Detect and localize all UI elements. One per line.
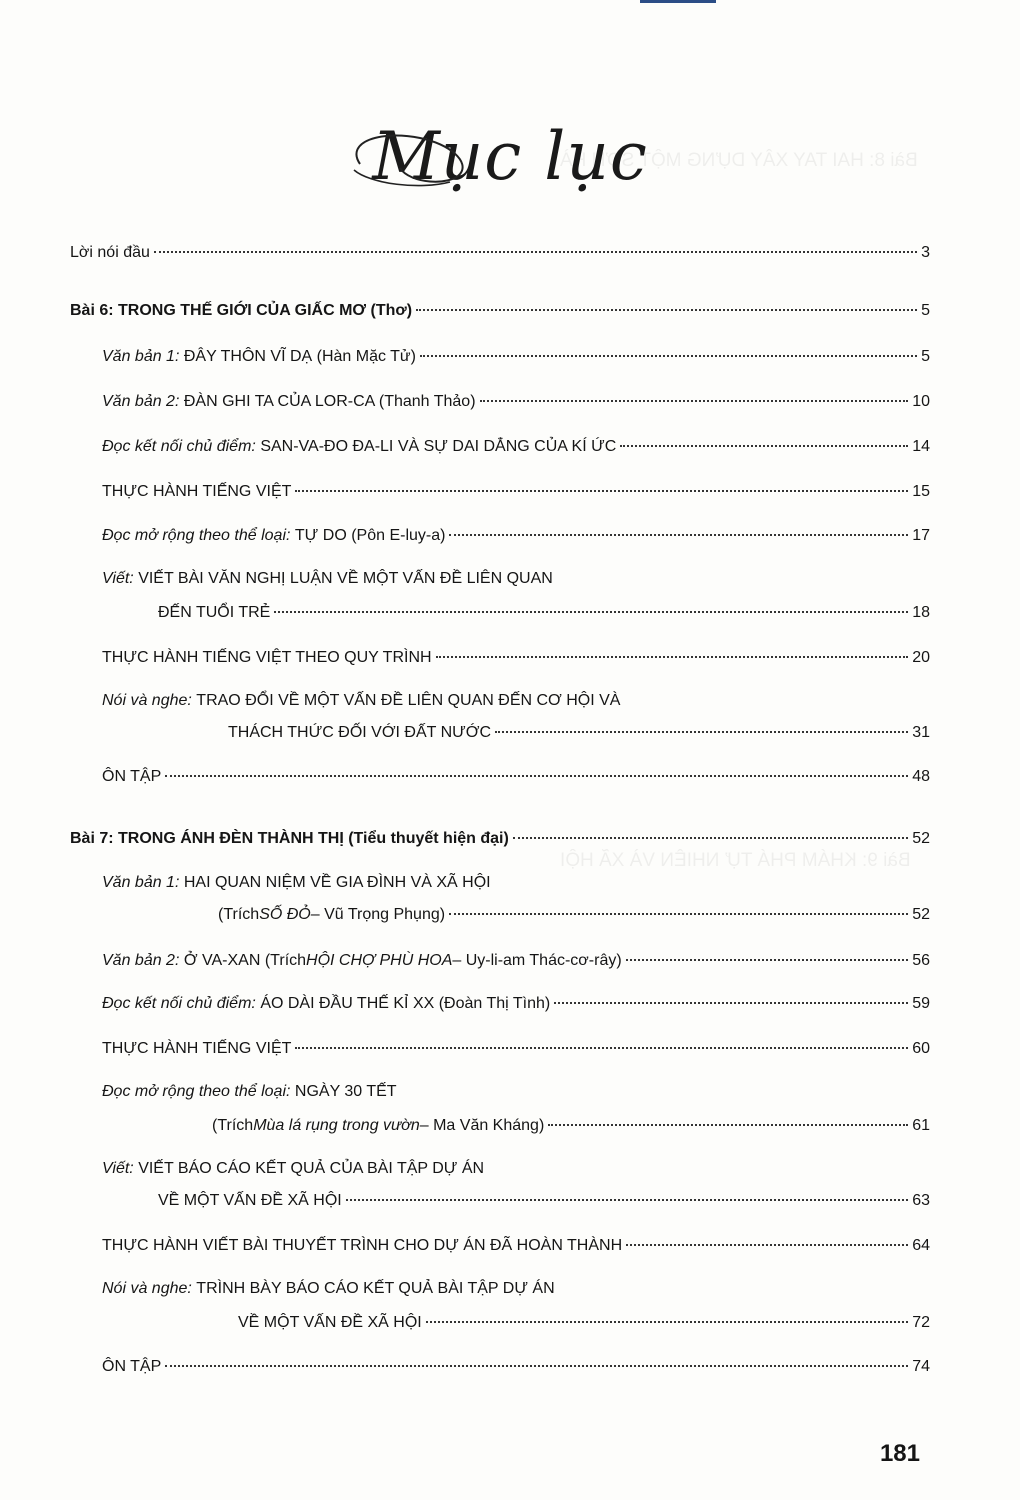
title-swash-icon <box>340 112 530 196</box>
toc-entry[interactable]: Văn bản 1: HAI QUAN NIỆM VỀ GIA ĐÌNH VÀ XÃ HỘI <box>102 874 491 891</box>
toc-entry-continuation[interactable]: VỀ MỘT VẤN ĐỀ XÃ HỘI 63 <box>158 1192 930 1209</box>
toc-entry[interactable]: Nói và nghe: TRAO ĐỔI VỀ MỘT VẤN ĐỀ LIÊN QUAN ĐẾN CƠ HỘI VÀ <box>102 692 621 709</box>
toc-entry-continuation[interactable]: THÁCH THỨC ĐỐI VỚI ĐẤT NƯỚC 31 <box>228 724 930 741</box>
toc-entry[interactable]: Viết: VIẾT BÁO CÁO KẾT QUẢ CỦA BÀI TẬP DỰ ÁN <box>102 1160 485 1177</box>
toc-entry[interactable]: THỰC HÀNH VIẾT BÀI THUYẾT TRÌNH CHO DỰ ÁN ĐÃ HOÀN THÀNH 64 <box>102 1237 930 1254</box>
toc-entry[interactable]: THỰC HÀNH TIẾNG VIỆT 60 <box>102 1040 930 1057</box>
toc-entry[interactable]: Đọc mở rộng theo thể loại: TỰ DO (Pôn E-luy-a) 17 <box>102 527 930 544</box>
toc-entry[interactable]: Nói và nghe: TRÌNH BÀY BÁO CÁO KẾT QUẢ BÀI TẬP DỰ ÁN <box>102 1280 555 1297</box>
toc-entry-chapter[interactable]: Bài 7: TRONG ÁNH ĐÈN THÀNH THỊ (Tiểu thuyết hiện đại) 52 <box>70 830 930 847</box>
toc-entry[interactable]: ÔN TẬP 74 <box>102 1358 930 1375</box>
toc-entry[interactable]: Đọc mở rộng theo thể loại: NGÀY 30 TẾT <box>102 1083 397 1100</box>
toc-entry[interactable]: Viết: VIẾT BÀI VĂN NGHỊ LUẬN VỀ MỘT VẤN ĐỀ LIÊN QUAN <box>102 570 553 587</box>
toc-entry[interactable]: Văn bản 1: ĐÂY THÔN VĨ DẠ (Hàn Mặc Tử) 5 <box>102 348 930 365</box>
toc-entry-continuation[interactable]: (Trích Mùa lá rụng trong vườn – Ma Văn Kháng) 61 <box>212 1117 930 1134</box>
toc-entry-chapter[interactable]: Bài 6: TRONG THẾ GIỚI CỦA GIẤC MƠ (Thơ) 5 <box>70 302 930 319</box>
toc-entry[interactable]: Văn bản 2: Ở VA-XAN (Trích HỘI CHỢ PHÙ HOA – Uy-li-am Thác-cơ-rây) 56 <box>102 952 930 969</box>
page-number: 181 <box>879 1440 920 1467</box>
toc-entry[interactable]: ÔN TẬP 48 <box>102 768 930 785</box>
toc-entry[interactable]: Đọc kết nối chủ điểm: SAN-VA-ĐO ĐA-LI VÀ SỰ DAI DẲNG CỦA KÍ ỨC 14 <box>102 438 930 455</box>
toc-entry[interactable]: THỰC HÀNH TIẾNG VIỆT THEO QUY TRÌNH 20 <box>102 649 930 666</box>
toc-entry[interactable]: Văn bản 2: ĐÀN GHI TA CỦA LOR-CA (Thanh Thảo) 10 <box>102 393 930 410</box>
toc-entry[interactable]: Lời nói đầu 3 <box>70 244 930 261</box>
toc-entry-continuation[interactable]: (Trích SỐ ĐỎ – Vũ Trọng Phụng) 52 <box>218 906 930 923</box>
toc-entry-continuation[interactable]: ĐẾN TUỔI TRẺ 18 <box>158 604 930 621</box>
page-title: Mục lục <box>0 118 1020 195</box>
top-edge-mark <box>640 0 716 3</box>
toc-entry[interactable]: THỰC HÀNH TIẾNG VIỆT 15 <box>102 483 930 500</box>
toc-entry[interactable]: Đọc kết nối chủ điểm: ÁO DÀI ĐẦU THẾ KỈ XX (Đoàn Thị Tình) 59 <box>102 995 930 1012</box>
toc-entry-continuation[interactable]: VỀ MỘT VẤN ĐỀ XÃ HỘI 72 <box>238 1314 930 1331</box>
bleed-through-text: Bài 9: KHÁM PHÁ TỰ NHIÊN VÀ XÃ HỘI <box>560 850 911 871</box>
bleed-through-text: Bài 8: HAI TAY XÂY DỰNG MỘT SƠN HÀ <box>560 150 918 171</box>
